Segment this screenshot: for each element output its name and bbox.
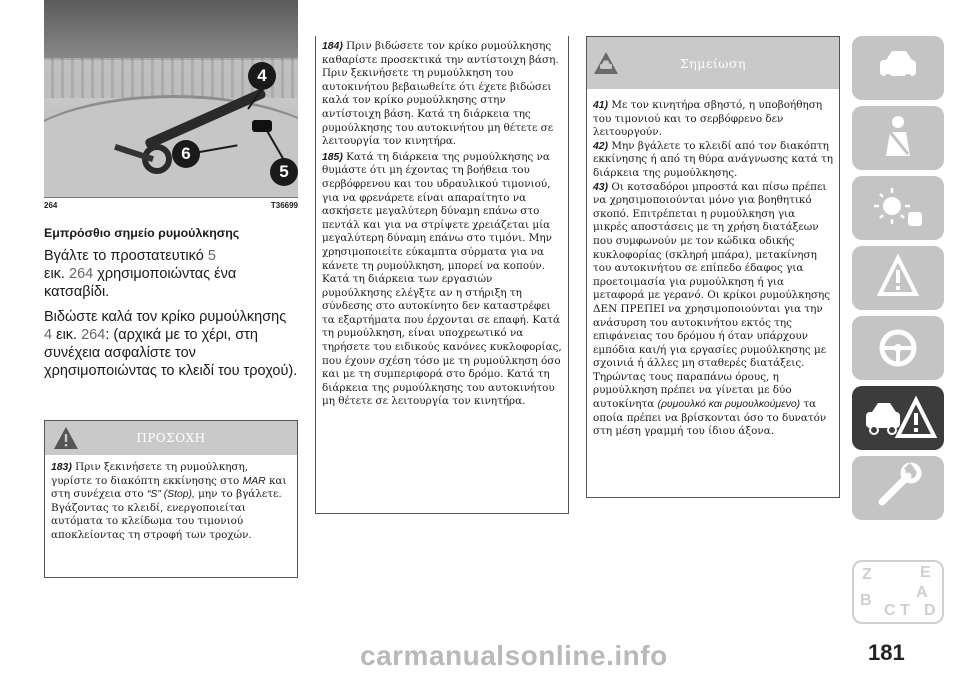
emergency-car-icon	[852, 386, 944, 450]
index-letter: C	[884, 602, 896, 619]
paragraph-screw-hook: Βιδώστε καλά τον κρίκο ρυμούλκησης 4 εικ. 264: (αρχικά με το χέρι, στη συνέχεια ασφαλίστε τον χρησιμοποιώντας το κλειδί του τροχού).	[44, 308, 298, 380]
wrench-icon	[852, 456, 944, 520]
index-letter: A	[916, 584, 928, 601]
bumper-surface	[44, 95, 298, 198]
protective-cap	[252, 120, 272, 132]
figure-code: T36699	[270, 201, 298, 210]
callout-4: 4	[248, 62, 276, 90]
sun-light-icon	[852, 176, 944, 240]
warning-light-icon	[852, 246, 944, 310]
chapter-tab-car-info[interactable]	[852, 36, 944, 100]
car-info-icon	[852, 36, 944, 100]
warning-title: ΠΡΟΣΟΧΗ	[136, 431, 206, 445]
warning-triangle-icon	[53, 426, 79, 450]
warning-185: 185) Κατά τη διάρκεια της ρυμούλκησης να θυμάστε ότι μη έχοντας τη βοήθεια του σερβόφρενου και του υδραυλικού τιμονιού, για να φρενάρετε είναι απαραίτητο να ασκήσετε μεγαλύτερη δύναμη επάνω στο πεντάλ και για να στρίψετε χρειάζεται μία μεγαλύτερη δύναμη επάνω στο τιμόνι. Μην χρησιμοποιείτε εύκαμπτα σύρματα για να κάνετε τη ρυμούλκηση, μπορεί να κοπούν. Κατά τη διάρκεια των εργασιών ρυμούλκησης ελέγξτε αν η στήριξη τη σύνδεσης στο αυτοκίνητο δεν καταστρέφει τα εξαρτήματα που έρχονται σε επαφή. Κατά τη ρυμούλκηση, είναι υποχρεωτικό να τηρήσετε του ειδικούς κανόνες κυκλοφορίας, που έχουν σχέση τόσο με τη ρυμούλκηση όσο και με τη συμπεριφορά στο δρόμο. Κατά τη διάρκεια της ρυμούλκησης του αυτοκινήτου μη θέτετε σε λειτουργία τον κινητήρα.	[322, 150, 562, 408]
index-letter: T	[900, 602, 910, 619]
index-letter: E	[920, 564, 931, 581]
note-box	[586, 36, 840, 498]
bumper-shadow	[44, 0, 298, 60]
chapter-navigation	[852, 36, 944, 526]
figure-caption	[44, 198, 298, 210]
warning-box	[44, 420, 298, 578]
chapter-tab-maintenance[interactable]	[852, 456, 944, 520]
chapter-tab-driving[interactable]	[852, 316, 944, 380]
note-42: 42) Μην βγάλετε το κλειδί από τον διακόπτη εκκίνησης ή από τη θύρα ανάγνωσης κατά τη διάρκεια της ρυμούλκησης.	[593, 139, 833, 179]
note-header	[587, 37, 839, 89]
page-number: 181	[868, 640, 905, 665]
car-note-icon	[593, 51, 619, 75]
index-letter: B	[860, 592, 872, 609]
warning-header	[45, 421, 297, 455]
left-column	[44, 0, 298, 380]
warning-184: 184) Πριν βιδώσετε τον κρίκο ρυμούλκησης καθαρίστε προσεκτικά την αντίστοιχη βάση. Πριν ξεκινήσετε τη ρυμούλκηση του αυτοκινήτου βεβαιωθείτε ότι έχετε βιδώσει καλά τον κρίκο ρυμούλκησης στην αντίστοιχη βάση. Κατά τη διάρκεια της ρυμούλκησης του αυτοκινήτου μη θέτετε σε λειτουργία τον κινητήρα.	[322, 40, 559, 148]
seatbelt-icon	[852, 106, 944, 170]
note-41: 41) Με τον κινητήρα σβηστό, η υποβοήθηση του τιμονιού και το σερβόφρενο δεν λειτουργούν.	[593, 99, 823, 139]
note-43: 43) Οι κοτσαδόροι μπροστά και πίσω πρέπει να χρησιμοποιούνται μόνο για βοηθητικό σκοπό. Επιτρέπεται η ρυμούλκηση για μικρές αποστάσεις με τη χρήση διατάξεων που συμφωνούν με τον κώδικα οδικής κυκλοφορίας (σκληρή μπάρα), μετακίνηση του αυτοκινήτου σε επίπεδο έδαφος για προετοιμασία για ρυμούλκηση ή για μεταφορά με γερανό. Οι κρίκοι ρυμούλκησης ΔΕΝ ΠΡΕΠΕΙ να χρησιμοποιούνται για την ανάσυρση του αυτοκινήτου εκτός της επιφάνειας του δρόμου ή όταν υπάρχουν εμπόδια και/ή για εργασίες ρυμούλκησης με σχοινιά ή άλλες μη σταθερές διατάξεις. Τηρώντας τους παραπάνω όρους, η ρυμούλκηση πρέπει να γίνεται με δύο αυτοκίνητα (ρυμουλκό και ρυμουλκούμενο) τα οποία πρέπει να βρίσκονται όσο το δυνατόν στη μέση γραμμή του ίδιου άξονα.	[593, 180, 831, 438]
figure-264-photo	[44, 0, 298, 198]
chapter-tab-lights[interactable]	[852, 176, 944, 240]
callout-6: 6	[172, 140, 200, 168]
figure-number: 264	[44, 201, 58, 210]
index-letter: Z	[862, 566, 872, 583]
note-title: Σημείωση	[679, 55, 747, 71]
chapter-tab-safety[interactable]	[852, 106, 944, 170]
watermark: carmanualsonline.info	[360, 640, 668, 671]
chapter-tab-dashboard[interactable]	[852, 246, 944, 310]
index-letter: D	[924, 602, 936, 619]
alphabetical-index-tile[interactable]	[852, 560, 944, 624]
steering-wheel-icon	[852, 316, 944, 380]
chapter-tab-emergency[interactable]	[852, 386, 944, 450]
callout-5: 5	[270, 158, 298, 186]
section-title: Εμπρόσθιο σημείο ρυμούλκησης	[44, 226, 240, 240]
middle-column-box	[315, 36, 569, 514]
warning-183: 183) Πριν ξεκινήσετε τη ρυμούλκηση, γυρίστε το διακόπτη εκκίνησης στο MAR και στη συνέχεια στο “S” (Stop), μην το βγάλετε. Βγάζοντας το κλειδί, ενεργοποιείται αυτόματα το κλείδωμα του τιμονιού αποκλείοντας τη στροφή των τροχών.	[51, 461, 287, 541]
paragraph-remove-cap: Βγάλτε το προστατευτικό 5 εικ. 264 χρησιμοποιώντας ένα κατσαβίδι.	[44, 248, 237, 301]
